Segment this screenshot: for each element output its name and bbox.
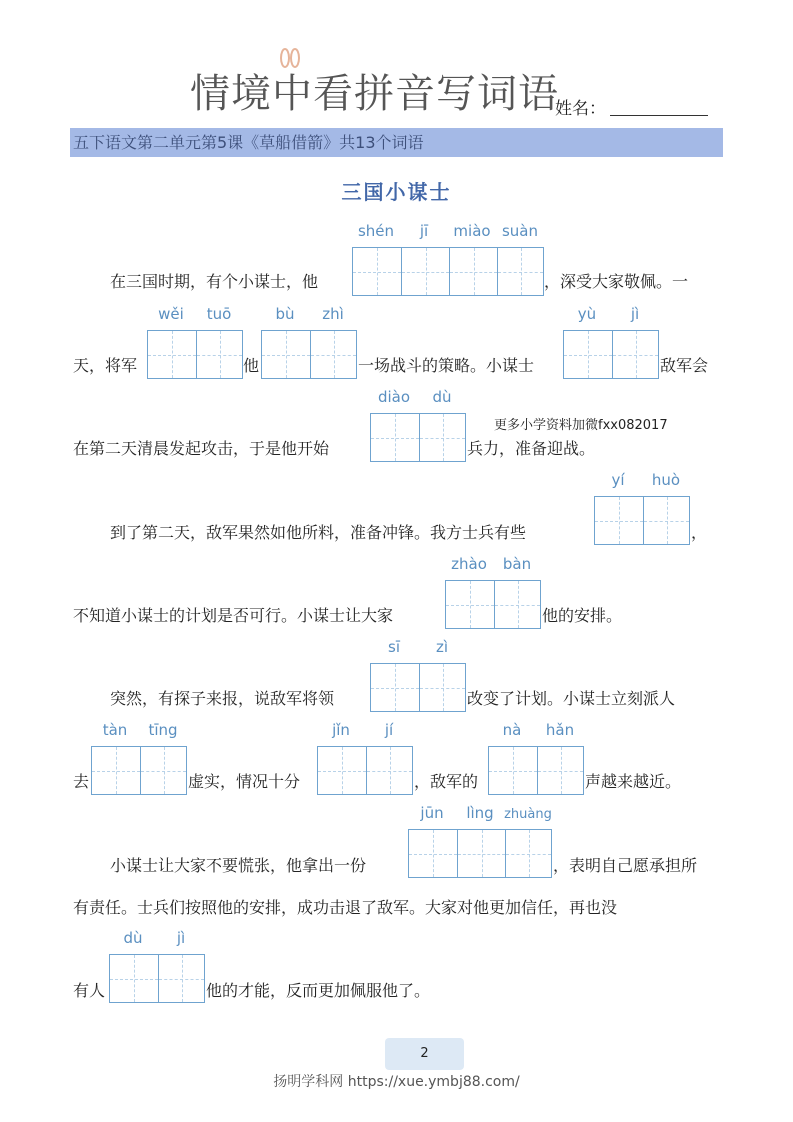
pinyin-syllable: tuō	[206, 305, 232, 323]
pinyin-syllable: sī	[388, 638, 400, 656]
pinyin-syllable: huò	[651, 471, 681, 489]
pinyin-syllable: jǐn	[332, 721, 350, 739]
pinyin-syllable: diào	[377, 388, 411, 406]
page-number: 2	[385, 1038, 464, 1070]
pinyin-syllable: shén	[357, 222, 395, 240]
text-segment: 声越来越近。	[585, 772, 682, 791]
text-segment: 有责任。士兵们按照他的安排，成功击退了敌军。大家对他更加信任，再也没	[73, 898, 618, 917]
pinyin-syllable: zhuàng	[504, 807, 552, 822]
worksheet-title: 情境中看拼音写词语	[190, 71, 559, 117]
answer-box[interactable]	[261, 330, 357, 379]
text-segment: 突然，有探子来报，说敌军将领	[110, 689, 335, 708]
pinyin-syllable: jí	[384, 721, 394, 739]
lesson-banner: 五下语文第二单元第5课《草船借箭》共13个词语	[70, 128, 723, 157]
answer-box[interactable]	[370, 663, 466, 712]
pinyin-syllable: tàn	[102, 721, 128, 739]
answer-box[interactable]	[147, 330, 243, 379]
pinyin-syllable: jì	[176, 929, 186, 947]
text-segment: ，表明自己愿承担所	[553, 856, 698, 875]
pinyin-syllable: zì	[435, 638, 449, 656]
text-segment: 不知道小谋士的计划是否可行。小谋士让大家	[73, 606, 394, 625]
text-segment: 在三国时期，有个小谋士，他	[110, 272, 319, 291]
answer-box[interactable]	[408, 829, 552, 878]
name-input-line[interactable]	[610, 115, 708, 116]
text-segment: 他的才能，反而更加佩服他了。	[206, 981, 431, 1000]
pinyin-syllable: bù	[275, 305, 295, 323]
pinyin-syllable: dù	[432, 388, 452, 406]
text-segment: 他的安排。	[542, 606, 623, 625]
text-segment: 一场战斗的策略。小谋士	[358, 356, 535, 375]
pinyin-syllable: jì	[630, 305, 640, 323]
text-segment: 虚实，情况十分	[188, 772, 301, 791]
text-segment: 敌军会	[660, 356, 709, 375]
answer-box[interactable]	[488, 746, 584, 795]
contact-note: 更多小学资料加微fxx082017	[494, 418, 668, 433]
pinyin-syllable: jī	[419, 222, 429, 240]
pinyin-syllable: tīng	[148, 721, 178, 739]
answer-box[interactable]	[594, 496, 690, 545]
answer-box[interactable]	[109, 954, 205, 1003]
text-segment: 小谋士让大家不要慌张，他拿出一份	[110, 856, 367, 875]
text-segment: 他	[243, 356, 260, 375]
answer-box[interactable]	[352, 247, 544, 296]
text-segment: 有人	[73, 981, 106, 1000]
pinyin-syllable: suàn	[501, 222, 539, 240]
text-segment: 在第二天清晨发起攻击，于是他开始	[73, 439, 330, 458]
text-segment: 天，将军	[73, 356, 138, 375]
answer-box[interactable]	[445, 580, 541, 629]
text-segment: ，深受大家敬佩。一	[544, 272, 689, 291]
answer-box[interactable]	[317, 746, 413, 795]
pinyin-syllable: bàn	[502, 555, 532, 573]
pinyin-syllable: miào	[453, 222, 491, 240]
text-segment: ，敌军的	[414, 772, 479, 791]
story-title: 三国小谋士	[341, 180, 452, 204]
pinyin-syllable: nà	[502, 721, 522, 739]
pinyin-syllable: zhào	[451, 555, 487, 573]
pinyin-syllable: yù	[577, 305, 597, 323]
text-segment: 改变了计划。小谋士立刻派人	[467, 689, 676, 708]
pinyin-syllable: hǎn	[545, 721, 575, 739]
pinyin-syllable: zhì	[322, 305, 344, 323]
text-segment: 兵力，准备迎战。	[467, 439, 596, 458]
pinyin-syllable: jūn	[420, 804, 444, 822]
pinyin-syllable: yí	[611, 471, 625, 489]
name-label: 姓名：	[555, 99, 606, 119]
footer-source: 扬明学科网 https://xue.ymbj88.com/	[273, 1074, 520, 1090]
answer-box[interactable]	[563, 330, 659, 379]
bunny-ears-icon	[276, 48, 304, 68]
text-segment: 去	[73, 772, 90, 791]
answer-box[interactable]	[91, 746, 187, 795]
answer-box[interactable]	[370, 413, 466, 462]
text-segment: 到了第二天，敌军果然如他所料，准备冲锋。我方士兵有些	[110, 523, 527, 542]
pinyin-syllable: wěi	[158, 305, 184, 323]
text-segment: ，	[691, 523, 708, 542]
pinyin-syllable: lìng	[466, 804, 494, 822]
pinyin-syllable: dù	[123, 929, 143, 947]
